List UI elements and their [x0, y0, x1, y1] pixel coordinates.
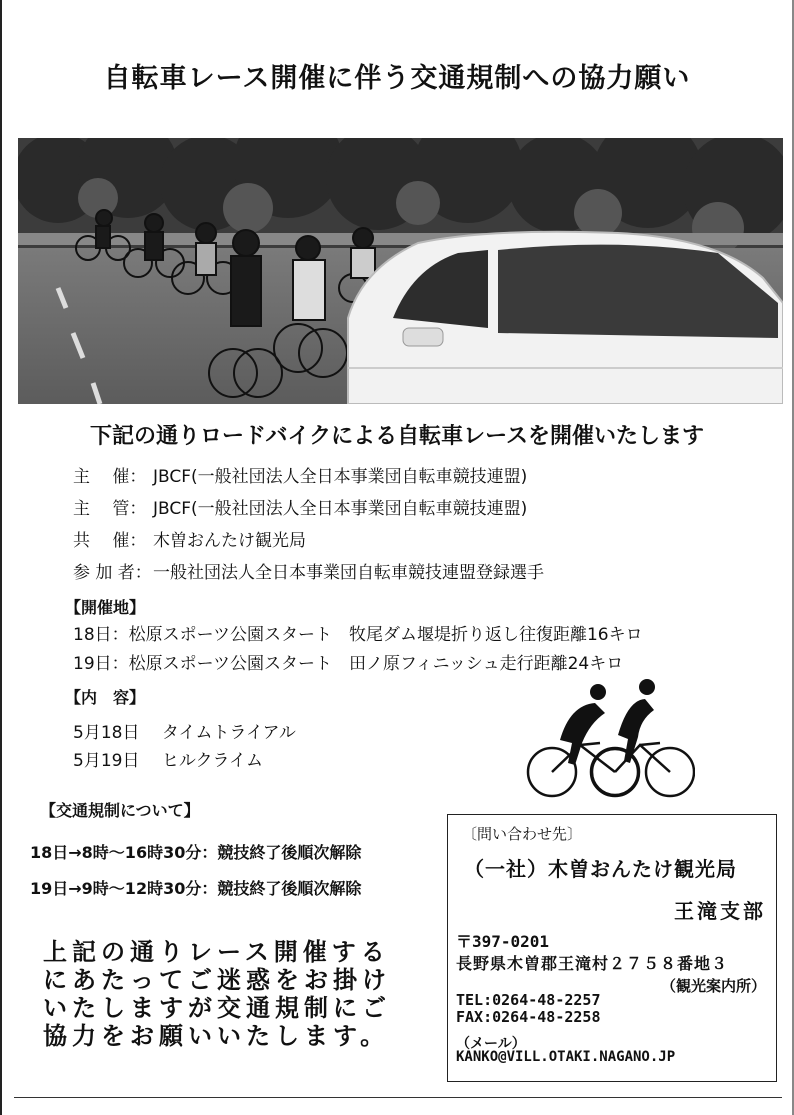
info-label: 主 催： [73, 466, 147, 487]
apology-line: にあたってご迷惑をお掛け [43, 966, 391, 994]
schedule-event: ヒルクライム [161, 751, 264, 771]
contact-address: 長野県木曽郡王滝村２７５８番地３ [456, 954, 729, 973]
apology-message [43, 938, 428, 1050]
schedule-event: タイムトライアル [161, 723, 296, 743]
traffic-line-day18: 18日→8時～16時30分：競技終了後順次解除 [30, 843, 362, 862]
venue-line-day18: 18日：松原スポーツ公園スタート 牧尾ダム堰堤折り返し往復距離16キロ [73, 625, 643, 645]
apology-line: 上記の通りレース開催する [43, 938, 390, 966]
contact-fax: FAX:0264-48-2258 [456, 1008, 601, 1026]
contact-phone: TEL:0264-48-2257 [456, 991, 601, 1009]
race-photo-illustration [18, 138, 783, 404]
content-heading: 【内 容】 [65, 688, 146, 707]
info-value: 木曽おんたけ観光局 [153, 530, 306, 551]
info-label: 主 管： [73, 498, 147, 519]
page-edge-left [0, 0, 2, 1115]
apology-line: 協力をお願いいたします。 [43, 1022, 390, 1050]
organizer-info [73, 458, 544, 586]
contact-organization: （一社）木曽おんたけ観光局 [464, 857, 737, 881]
info-row-host [73, 458, 544, 490]
contact-mail-label: （メール） [456, 1036, 526, 1052]
contact-office: （観光案内所） [660, 977, 766, 995]
apology-line: いたしますが交通規制にご [43, 994, 391, 1022]
schedule-item-day19 [73, 746, 263, 771]
info-value: JBCF(一般社団法人全日本事業団自転車競技連盟) [153, 498, 528, 519]
schedule-date: 5月18日 [73, 723, 140, 743]
bottom-divider [14, 1097, 782, 1098]
traffic-line-day19: 19日→9時～12時30分：競技終了後順次解除 [30, 879, 362, 898]
schedule-date: 5月19日 [73, 751, 140, 771]
traffic-heading: 【交通規制について】 [40, 801, 200, 820]
contact-email: KANKO@VILL.OTAKI.NAGANO.JP [456, 1049, 676, 1065]
info-row-cohost [73, 522, 544, 554]
info-value: 一般社団法人全日本事業団自転車競技連盟登録選手 [153, 562, 544, 583]
info-label: 共 催： [73, 530, 147, 551]
race-announcement: 下記の通りロードバイクによる自転車レースを開催いたします [89, 424, 705, 449]
venue-line-day19: 19日：松原スポーツ公園スタート 田ノ原フィニッシュ走行距離24キロ [73, 654, 624, 674]
info-row-manager [73, 490, 544, 522]
contact-postal-code: 〒397-0201 [456, 932, 550, 951]
contact-branch: 王滝支部 [674, 899, 766, 923]
race-photo [18, 138, 783, 404]
page-title: 自転車レース開催に伴う交通規制への協力願い [103, 63, 691, 94]
venue-heading: 【開催地】 [65, 598, 146, 617]
info-row-participants [73, 554, 544, 586]
contact-box [447, 814, 777, 1082]
schedule-item-day18 [73, 718, 296, 743]
contact-label: 〔問い合わせ先〕 [462, 825, 583, 843]
info-value: JBCF(一般社団法人全日本事業団自転車競技連盟) [153, 466, 528, 487]
tandem-cyclists-icon [520, 675, 695, 800]
info-label: 参 加 者： [73, 562, 152, 583]
